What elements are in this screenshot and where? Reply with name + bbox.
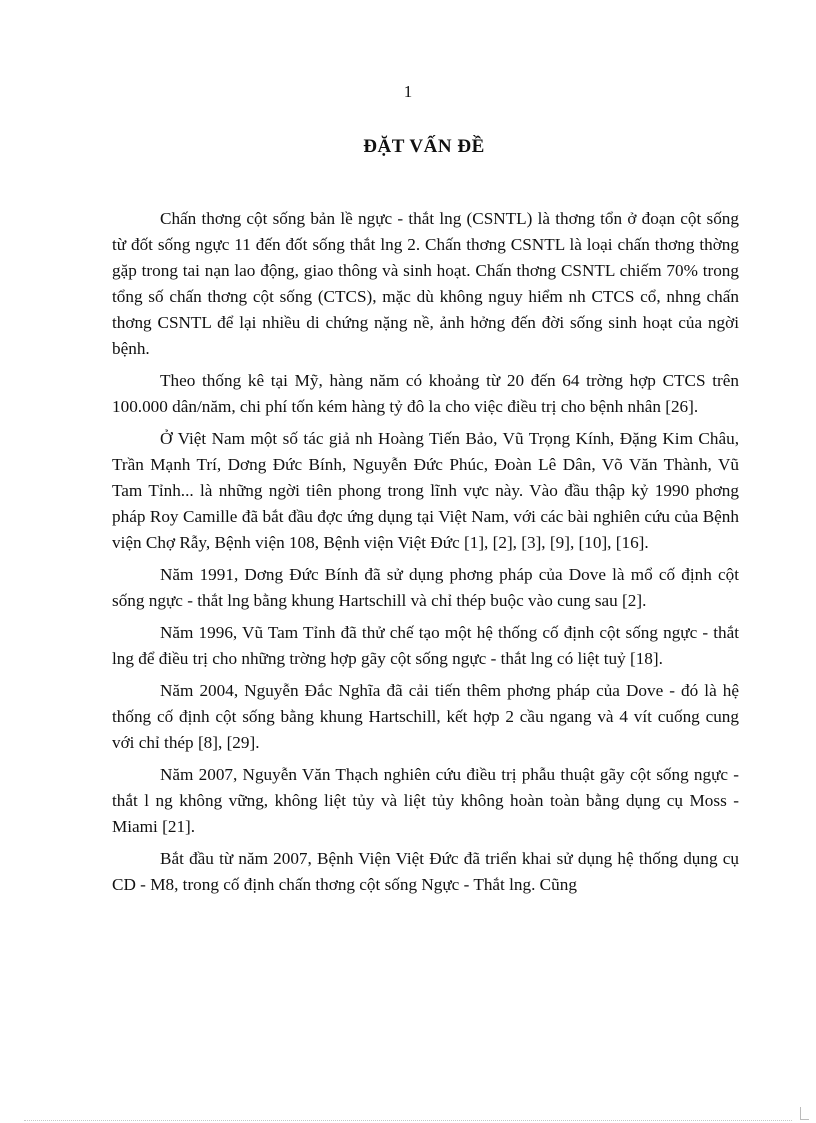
paragraph: Năm 1991, Dơng Đức Bính đã sử dụng phơng pháp của Dove là mổ cố định cột sống ngực - thắt lng bằng khung Hartschill và chỉ thép buộc vào cung sau [2]. — [112, 565, 739, 610]
page-title: ĐẶT VẤN ĐỀ — [363, 136, 485, 157]
paragraph: Năm 2004, Nguyễn Đắc Nghĩa đã cải tiến thêm phơng pháp của Dove - đó là hệ thống cố định cột sống bằng khung Hartschill, kết hợp 2 cầu ngang và 4 vít cuống cung với chỉ thép [8], [29]. — [112, 681, 739, 752]
paragraph: Năm 1996, Vũ Tam Tỉnh đã thử chế tạo một hệ thống cố định cột sống ngực - thắt lng để điều trị cho những trờng hợp gãy cột sống ngực - thắt lng có liệt tuỷ [18]. — [112, 623, 739, 668]
paragraph: Bắt đầu từ năm 2007, Bệnh Viện Việt Đức đã triển khai sử dụng hệ thống dụng cụ CD - M8, trong cố định chấn thơng cột sống Ngực - Thắt lng. Cũng — [112, 849, 739, 894]
body-text — [112, 206, 739, 904]
paragraph: Năm 2007, Nguyễn Văn Thạch nghiên cứu điều trị phẫu thuật gãy cột sống ngực - thắt l ng không vững, không liệt tủy và liệt tủy không hoàn toàn bằng dụng cụ Moss - Miami [21]. — [112, 765, 739, 836]
paragraph: Theo thống kê tại Mỹ, hàng năm có khoảng từ 20 đến 64 trờng hợp CTCS trên 100.000 dân/năm, chi phí tốn kém hàng tỷ đô la cho việc điều trị cho bệnh nhân [26]. — [112, 371, 739, 416]
page-corner-mark — [800, 1107, 809, 1120]
paragraph: Chấn thơng cột sống bản lề ngực - thắt lng (CSNTL) là thơng tổn ở đoạn cột sống từ đốt sống ngực 11 đến đốt sống thắt lng 2. Chấn thơng CSNTL là loại chấn thơng thờng gặp trong tai nạn lao động, giao thông và sinh hoạt. Chấn thơng CSNTL chiếm 70% trong tổng số chấn thơng cột sống (CTCS), mặc dù không nguy hiểm nh CTCS cổ, nhng chấn thơng CSNTL để lại nhiều di chứng nặng nề, ảnh hởng đến đời sống sinh hoạt của ngời bệnh. — [112, 209, 739, 358]
paragraph: Ở Việt Nam một số tác giả nh Hoàng Tiến Bảo, Vũ Trọng Kính, Đặng Kim Châu, Trần Mạnh Trí, Dơng Đức Bính, Nguyễn Đức Phúc, Đoàn Lê Dân, Võ Văn Thành, Vũ Tam Tỉnh... là những ngời tiên phong trong lĩnh vực này. Vào đầu thập kỷ 1990 phơng pháp Roy Camille đã bắt đầu đợc ứng dụng tại Việt Nam, với các bài nghiên cứu của Bệnh viện Chợ Rẫy, Bệnh viện 108, Bệnh viện Việt Đức [1], [2], [3], [9], [10], [16]. — [112, 429, 739, 552]
page-number: 1 — [403, 82, 413, 101]
page-bottom-divider — [24, 1120, 792, 1121]
